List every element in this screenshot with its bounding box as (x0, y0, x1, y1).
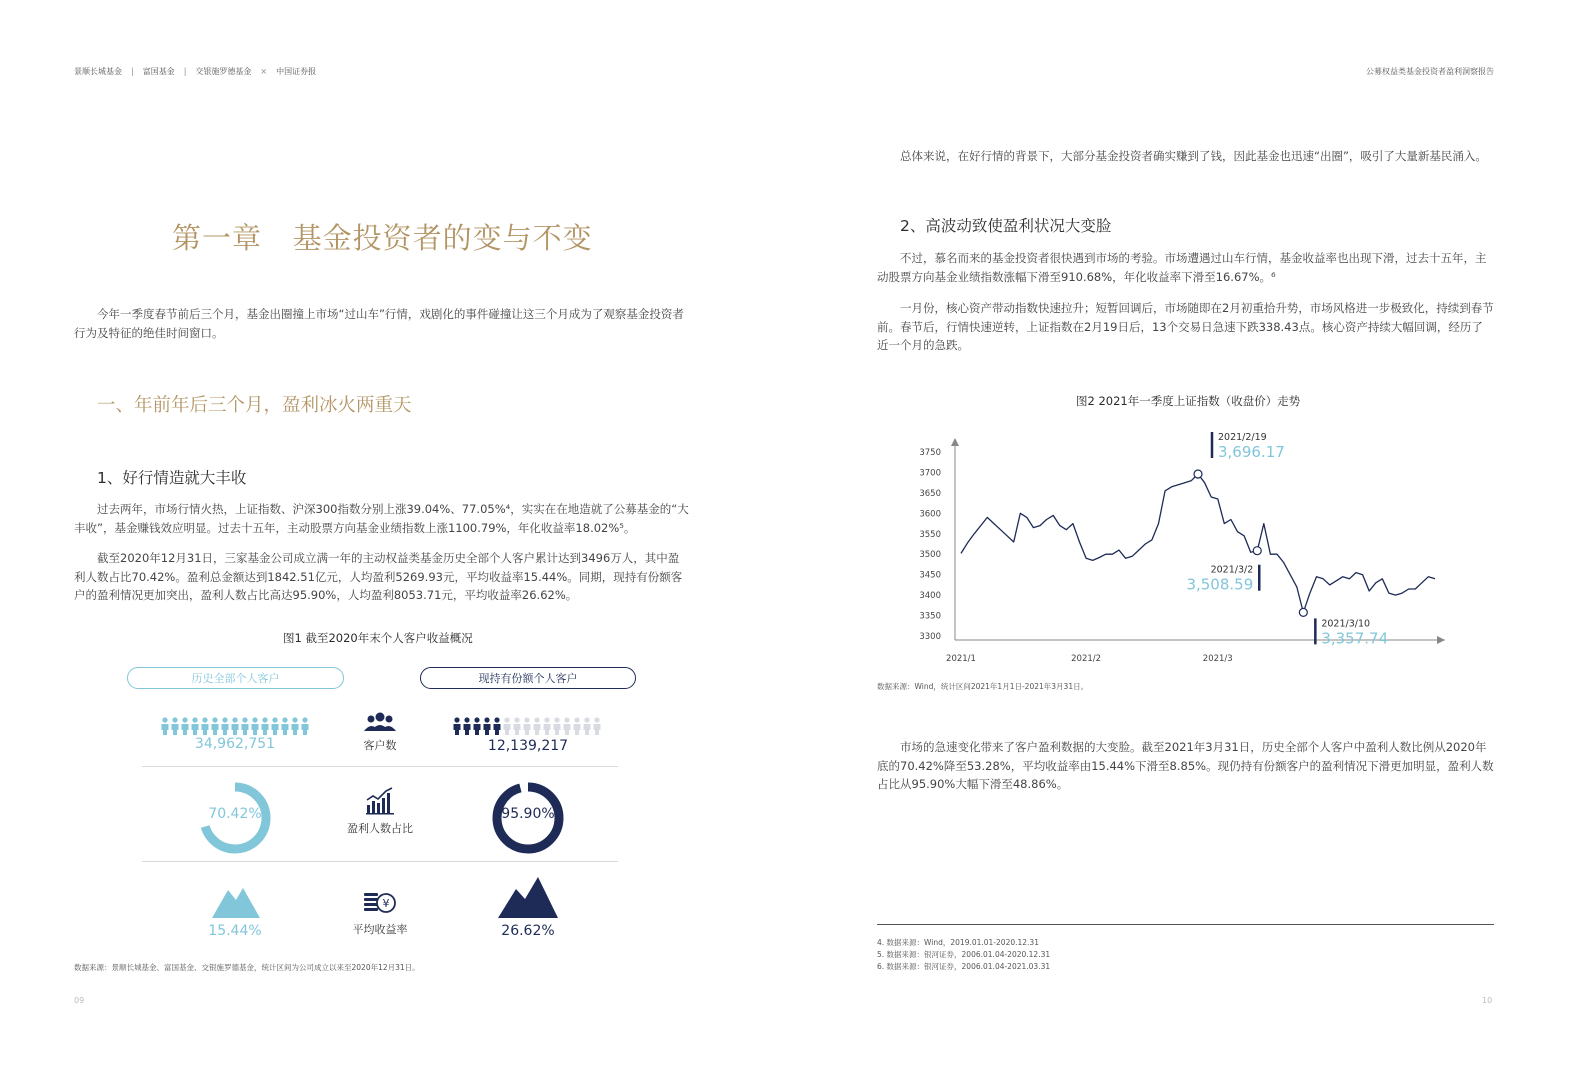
y-tick-label: 3550 (919, 529, 941, 540)
person-icon (172, 717, 179, 735)
header-org-1: 景顺长城基金 (74, 67, 122, 76)
customer-count-right: 12,139,217 (487, 738, 569, 754)
mountain-icon-right (498, 875, 558, 918)
y-tick-label: 3400 (919, 591, 941, 602)
person-icon (302, 717, 309, 735)
person-icon (494, 717, 501, 735)
person-icon (574, 717, 581, 735)
person-icon (262, 717, 269, 735)
person-icon (524, 717, 531, 735)
coin-yen-icon (363, 891, 397, 915)
pill-all-customers: 历史全部个人客户 (127, 667, 344, 689)
chapter-title: 第一章 基金投资者的变与不变 (172, 221, 593, 255)
person-icon (504, 717, 511, 735)
avg-return-right: 26.62% (501, 923, 555, 939)
shanghai-index-line-chart (900, 430, 1470, 670)
annotation-value: 3,508.59 (1186, 575, 1254, 594)
paragraph-3: 不过，慕名而来的基金投资者很快遇到市场的考验。市场遭遇过山车行情，基金收益率也出现下滑，过去十五年，主动股票方向基金业绩指数涨幅下滑至910.68%，年化收益率下滑至16.67%。⁶ (877, 251, 1487, 284)
header-org-4: 中国证券报 (276, 67, 317, 76)
y-tick-label: 3650 (919, 488, 941, 499)
row-label-customers: 客户数 (363, 739, 397, 752)
person-icon (534, 717, 541, 735)
people-icons-right (452, 716, 612, 736)
person-icon (544, 717, 551, 735)
page-number-right: 10 (1482, 996, 1493, 1005)
x-tick-label: 2021/3 (1202, 654, 1233, 664)
y-tick-label: 3500 (919, 550, 941, 561)
intro-paragraph: 今年一季度春节前后三个月，基金出圈撞上市场“过山车”行情，戏剧化的事件碰撞让这三个月成为了观察基金投资者行为及特征的绝佳时间窗口。 (74, 307, 684, 340)
bar-chart-icon (366, 787, 396, 815)
annotation-value: 3,357.74 (1321, 629, 1389, 648)
person-icon (454, 717, 461, 735)
people-icons-left (160, 716, 320, 736)
y-tick-label: 3450 (919, 570, 941, 581)
divider (142, 861, 618, 862)
subsection-heading-2: 2、高波动致使盈利状况大变脸 (900, 217, 1112, 235)
person-icon (594, 717, 601, 735)
y-tick-label: 3350 (919, 611, 941, 622)
x-tick-label: 2021/2 (1071, 654, 1102, 664)
footnotes (877, 937, 1050, 973)
paragraph-4: 一月份，核心资产带动指数快速拉升；短暂回调后，市场随即在2月初重拾升势，市场风格进一步极致化，持续到春节前。春节后，行情快速逆转，上证指数在2月19日后，13个交易日急速下跌338.43点。核心资产持续大幅回调，经历了近一个月的急跌。 (877, 301, 1494, 352)
footnote-5: 5. 数据来源：银河证券，2006.01.04-2020.12.31 (877, 950, 1051, 959)
divider (142, 766, 618, 767)
y-tick-label: 3300 (919, 632, 941, 642)
avg-return-left: 15.44% (208, 923, 262, 939)
person-icon (514, 717, 521, 735)
person-icon (212, 717, 219, 735)
y-tick-label: 3700 (919, 468, 941, 479)
profit-ratio-right: 95.90% (501, 806, 555, 822)
row-label-profit-ratio: 盈利人数占比 (347, 822, 413, 835)
person-icon (554, 717, 561, 735)
person-icon (584, 717, 591, 735)
header-left (74, 66, 316, 77)
person-icon (474, 717, 481, 735)
person-icon (162, 717, 169, 735)
person-icon (232, 717, 239, 735)
person-icon (282, 717, 289, 735)
header-cross: × (260, 67, 268, 76)
header-org-2: 富国基金 (142, 67, 175, 76)
figure-2-source: 数据来源：Wind，统计区间2021年1月1日-2021年3月31日。 (877, 682, 1089, 691)
mountain-icon-left (212, 884, 260, 918)
footnote-rule (877, 924, 1494, 925)
profit-ratio-left: 70.42% (208, 806, 262, 822)
person-icon (464, 717, 471, 735)
annotation-marker (1194, 470, 1202, 478)
paragraph-1: 过去两年，市场行情火热，上证指数、沪深300指数分别上涨39.04%、77.05%⁴，实实在在地造就了公募基金的“大丰收”，基金赚钱效应明显。过去十五年，主动股票方向基金业绩指数上涨1100.79%，年化收益率18.02%⁵。 (74, 502, 689, 535)
right-intro-paragraph: 总体来说，在好行情的背景下，大部分基金投资者确实赚到了钱，因此基金也迅速“出圈”，吸引了大量新基民涌入。 (900, 149, 1487, 163)
annotation-date: 2021/2/19 (1218, 432, 1267, 444)
row-label-avg-return: 平均收益率 (352, 923, 408, 936)
annotation-date: 2021/3/10 (1321, 618, 1371, 630)
y-axis-arrow (951, 438, 959, 446)
header-right: 公募权益类基金投资者盈利洞察报告 (1366, 67, 1494, 76)
y-tick-label: 3750 (919, 448, 941, 458)
person-icon (252, 717, 259, 735)
paragraph-5: 市场的急速变化带来了客户盈利数据的大变脸。截至2021年3月31日，历史全部个人客户中盈利人数比例从2020年底的70.42%降至53.28%，平均收益率由15.44%下滑至8.85%。现仍持有份额客户的盈利情况下滑更加明显，盈利人数占比从95.90%大幅下滑至48.86%。 (877, 740, 1494, 791)
page-number-left: 09 (74, 996, 85, 1005)
figure-1-title: 图1 截至2020年末个人客户收益概况 (283, 631, 473, 645)
header-bar: | (131, 67, 134, 76)
person-icon (242, 717, 249, 735)
person-icon (564, 717, 571, 735)
footnote-6: 6. 数据来源：银河证券，2006.01.04-2021.03.31 (877, 962, 1051, 971)
y-tick-label: 3600 (919, 509, 941, 520)
header-org-3: 交银施罗德基金 (195, 67, 252, 76)
subsection-heading: 1、好行情造就大丰收 (97, 469, 247, 487)
person-icon (192, 717, 199, 735)
x-axis-arrow (1437, 636, 1445, 644)
person-icon (292, 717, 299, 735)
x-tick-label: 2021/1 (946, 654, 976, 664)
footnote-4: 4. 数据来源：Wind，2019.01.01-2020.12.31 (877, 938, 1039, 947)
pill-current-customers: 现持有份额个人客户 (420, 667, 636, 689)
figure-2-title: 图2 2021年一季度上证指数（收盘价）走势 (1076, 394, 1301, 408)
figure-1-source: 数据来源：景顺长城基金、富国基金、交银施罗德基金，统计区间为公司成立以来至2020年12月31日。 (74, 963, 420, 972)
header-bar: | (183, 67, 187, 76)
person-icon (484, 717, 491, 735)
section-heading: 一、年前年后三个月，盈利冰火两重天 (97, 395, 412, 416)
person-icon (182, 717, 189, 735)
annotation-value: 3,696.17 (1218, 443, 1285, 462)
person-icon (272, 717, 279, 735)
svg-text:¥: ¥ (382, 897, 390, 910)
person-icon (202, 717, 209, 735)
users-icon (364, 711, 396, 735)
annotation-date: 2021/3/2 (1210, 564, 1254, 576)
annotation-marker (1253, 547, 1261, 555)
customer-count-left: 34,962,751 (194, 736, 276, 752)
annotation-marker (1299, 608, 1307, 616)
person-icon (222, 717, 229, 735)
paragraph-2: 截至2020年12月31日，三家基金公司成立满一年的主动权益类基金历史全部个人客户累计达到3496万人，其中盈利人数占比70.42%。盈利总金额达到1842.51亿元，人均盈利5269.93元，平均收益率15.44%。同期，现持有份额客户的盈利情况更加突出，盈利人数占比高达95.90%，人均盈利8053.71元，平均收益率26.62%。 (74, 551, 683, 602)
